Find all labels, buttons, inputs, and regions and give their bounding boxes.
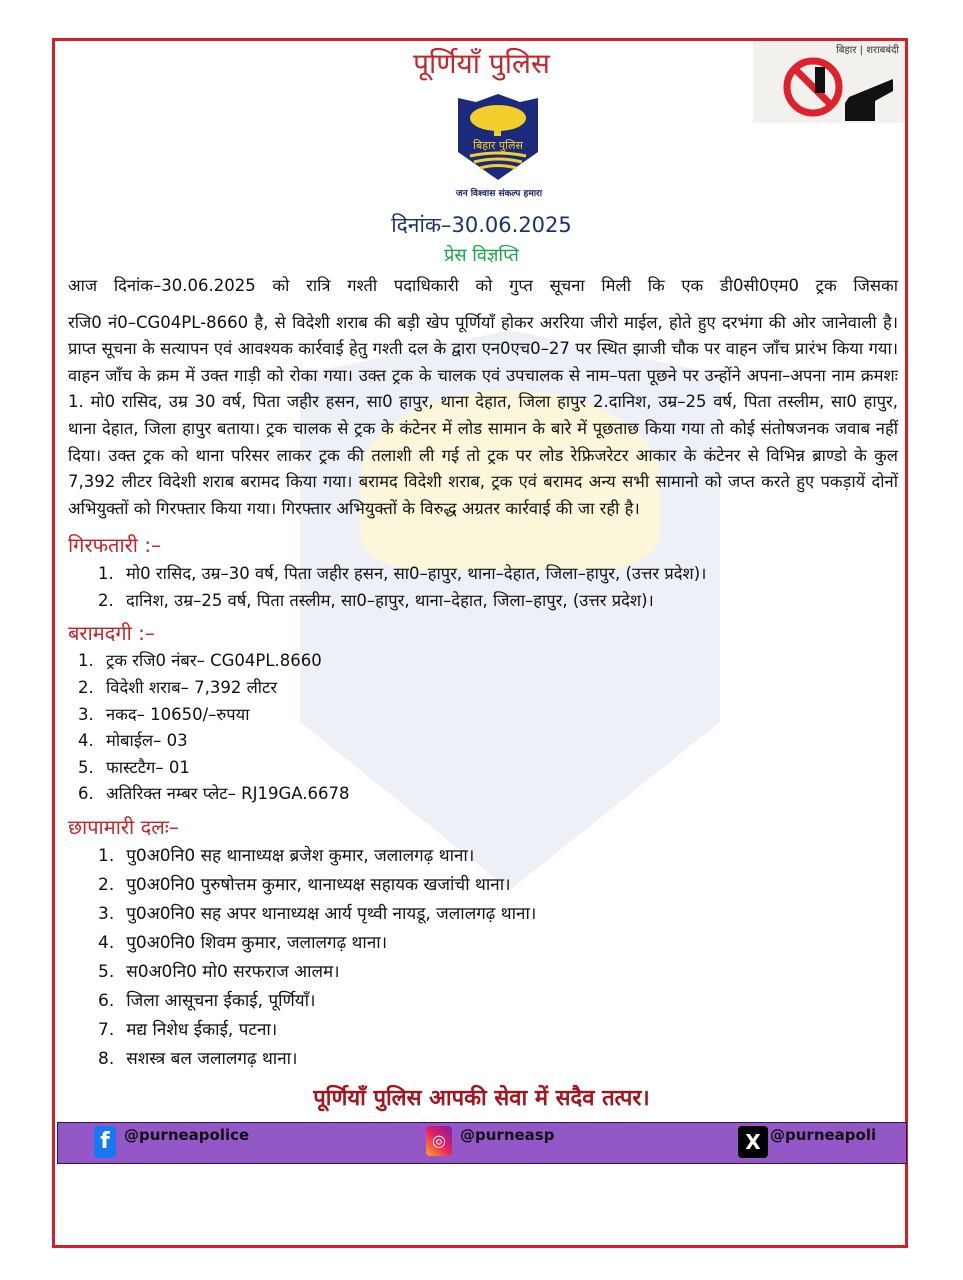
raid-team-list — [98, 842, 898, 1074]
instagram-icon: ◎ — [426, 1126, 452, 1156]
list-item: 1. ट्रक रजि0 नंबर– CG04PL.8660 — [78, 651, 322, 671]
page-title: पूर्णियाँ पुलिस — [413, 47, 550, 80]
facebook-handle: @purneapolice — [124, 1125, 250, 1144]
arrests-list — [98, 560, 898, 614]
list-item: 2. दानिश, उम्र–25 वर्ष, पिता तस्लीम, सा0–हापुर, थाना–देहात, जिला–हापुर, (उत्तर प्रदेश)। — [98, 591, 654, 611]
recovery-list — [78, 648, 898, 808]
press-release-label: प्रेस विज्ञप्ति — [444, 245, 519, 266]
body-paragraph — [68, 273, 898, 522]
list-item: 1. मो0 रासिद, उम्र–30 वर्ष, पिता जहीर हसन, सा0–हापुर, थाना–देहात, जिला–हापुर, (उत्तर प्रदेश)। — [98, 564, 707, 584]
recovery-heading: बरामदगी :– — [68, 621, 155, 646]
list-item: 4. मोबाईल– 03 — [78, 731, 188, 751]
list-item: 5. स0अ0नि0 मो0 सरफराज आलम। — [98, 961, 340, 982]
footer-slogan: पूर्णियाँ पुलिस आपकी सेवा में सदैव तत्पर। — [313, 1085, 650, 1111]
list-item: 2. पु0अ0नि0 पुरुषोत्तम कुमार, थानाध्यक्ष सहायक खजांची थाना। — [98, 874, 511, 895]
arrests-heading: गिरफतारी :– — [68, 533, 162, 558]
list-item: 8. सशस्त्र बल जलालगढ़ थाना। — [98, 1048, 298, 1069]
list-item: 4. पु0अ0नि0 शिवम कुमार, जलालगढ़ थाना। — [98, 932, 388, 953]
list-item: 6. जिला आसूचना ईकाई, पूर्णियाँ। — [98, 990, 316, 1011]
list-item: 3. पु0अ0नि0 सह अपर थानाध्यक्ष आर्य पृथ्वी नायडू, जलालगढ़ थाना। — [98, 903, 537, 924]
instagram-link[interactable] — [426, 1126, 554, 1156]
x-icon: X — [738, 1126, 768, 1158]
list-item: 1. पु0अ0नि0 सह थानाध्यक्ष ब्रजेश कुमार, जलालगढ़ थाना। — [98, 845, 475, 866]
list-item: 3. नकद– 10650/–रुपया — [78, 704, 250, 724]
list-item: 5. फास्टटैग– 01 — [78, 757, 190, 777]
badge-caption: बिहार | शराबबंदी — [836, 45, 899, 56]
bihar-police-logo — [454, 94, 542, 180]
logo-text: बिहार पुलिस — [473, 139, 523, 152]
list-item: 7. मद्य निशेध ईकाई, पटना। — [98, 1019, 278, 1040]
body-text: रजि0 नं0–CG04PL-8660 है, से विदेशी शराब की बड़ी खेप पूर्णियाँ होकर अररिया जीरो माईल, होते हुए दरभंगा की ओर जानेवाली है। प्राप्त सूचना के सत्यापन एवं आवश्यक कार्रवाई हेतु गश्ती दल के द्वारा एन0एच0–27 पर स्थित झाजी चौक पर वाहन जाँच प्रारंभ किया गया। वाहन जाँच के क्रम में उक्त गाड़ी को रोका गया। उक्त ट्रक के चालक एवं उपचालक से नाम–पता पूछने पर उन्होंने अपना–अपना नाम क्रमशः 1. मो0 रासिद, उम्र 30 वर्ष, पिता जहीर हसन, सा0 हापुर, थाना देहात, जिला हापुर 2.दानिश, उम्र–25 वर्ष, पिता तस्लीम, सा0 हापुर, थाना देहात, जिला हापुर बताया। ट्रक चालक से ट्रक के कंटेनर में लोड सामान के बारे में पूछताछ किया गया तो कोई संतोषजनक जवाब नहीं दिया। उक्त ट्रक को थाना परिसर लाकर ट्रक की तलाशी ली गई तो ट्रक पर लोड रेफ्रिजरेटर आकार के कंटेनर से विभिन्न ब्राण्डो के कुल 7,392 लीटर विदेशी शराब बरामद किया गया। बरामद विदेशी शराब, ट्रक एवं बरामद अन्य सभी सामानो को जप्त करते हुए पकड़ायें दोनों अभियुक्तों को गिरफ्तार किया गया। गिरफ्तार अभियुक्तों के विरुद्ध अग्रतर कार्रवाई की जा रही है। — [68, 312, 898, 518]
list-item: 6. अतिरिक्त नम्बर प्लेट– RJ19GA.6678 — [78, 784, 350, 804]
x-link[interactable] — [738, 1126, 876, 1158]
instagram-handle: @purneasp — [460, 1125, 555, 1144]
content — [68, 273, 898, 1164]
facebook-link[interactable] — [94, 1126, 249, 1158]
logo-motto: जन विश्वास संकल्प हमारा — [455, 189, 543, 199]
facebook-icon: f — [94, 1126, 116, 1158]
press-date: दिनांक–30.06.2025 — [391, 213, 572, 237]
liquor-ban-badge — [753, 41, 905, 123]
social-bar — [57, 1122, 907, 1164]
raid-team-heading: छापामारी दलः– — [68, 814, 179, 839]
x-handle: @purneapoli — [770, 1125, 877, 1144]
body-first-line: आज दिनांक–30.06.2025 को रात्रि गश्ती पदाधिकारी को गुप्त सूचना मिली कि एक डी0सी0एम0 ट्रक जिसका — [68, 276, 898, 295]
list-item: 2. विदेशी शराब– 7,392 लीटर — [78, 677, 278, 697]
